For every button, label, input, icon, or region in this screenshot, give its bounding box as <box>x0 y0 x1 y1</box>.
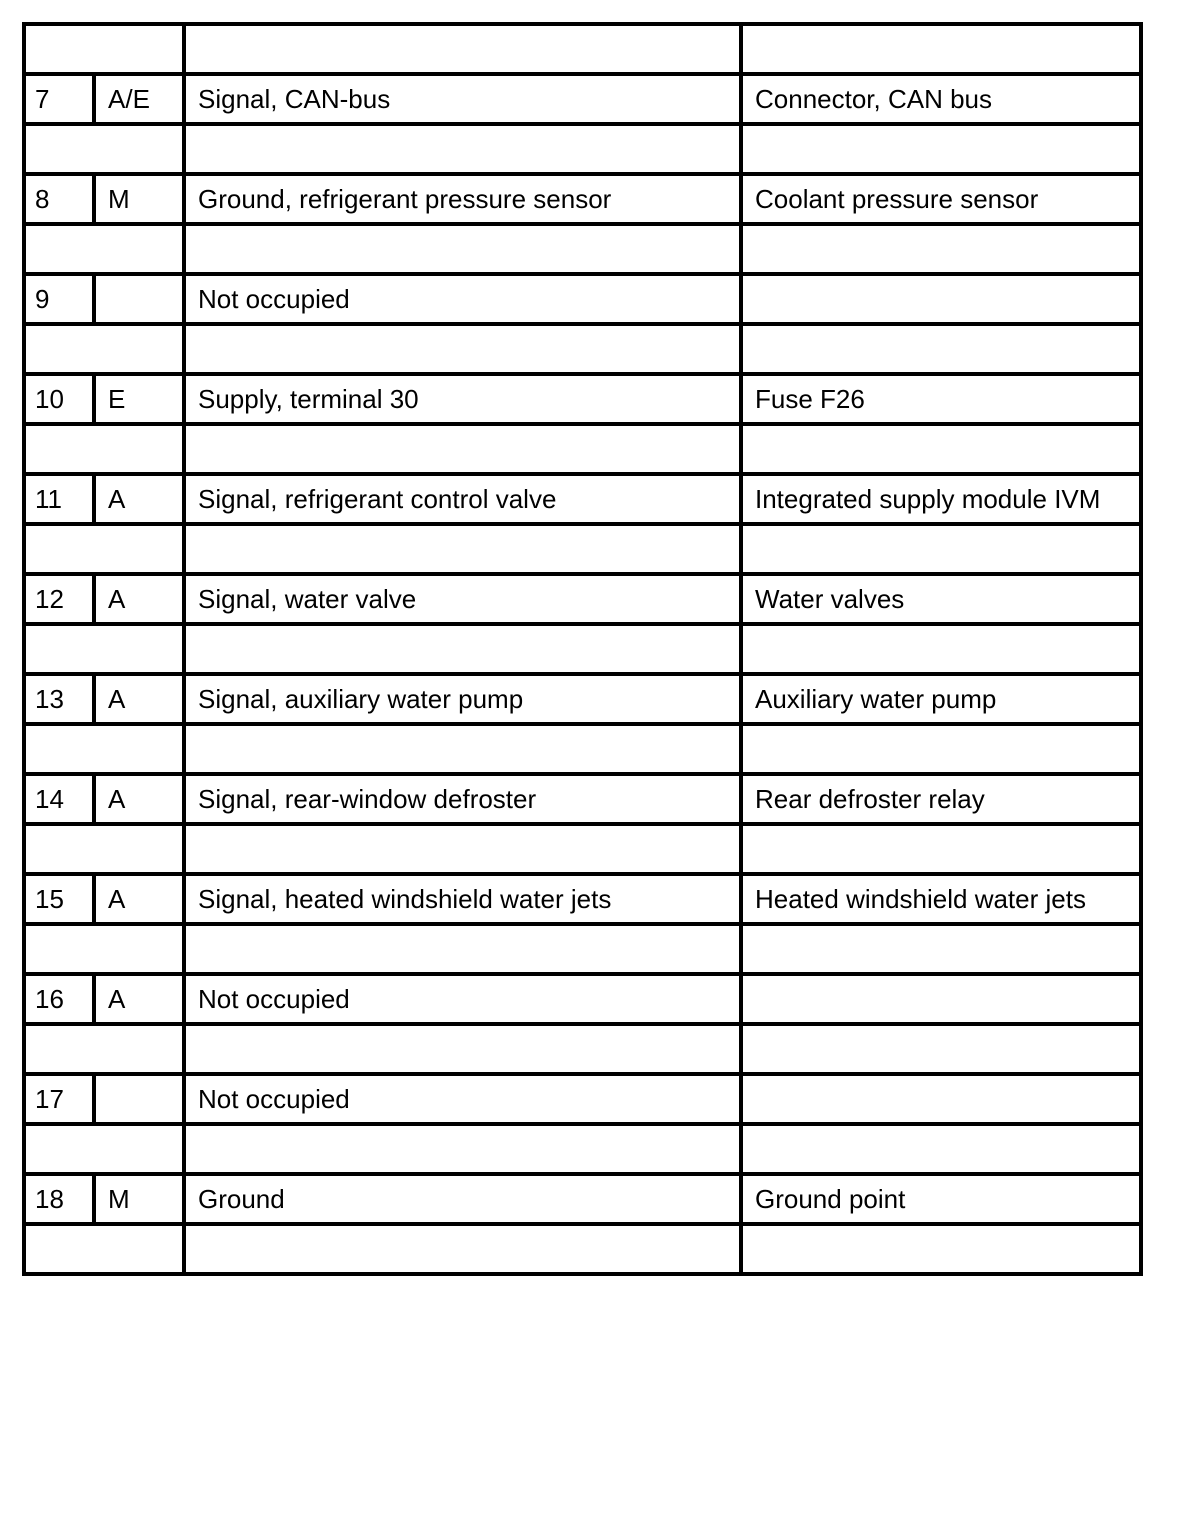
type-cell: A <box>94 974 184 1024</box>
component-cell <box>741 974 1141 1024</box>
spacer-row <box>24 524 1141 574</box>
table-row <box>24 374 1141 424</box>
spacer-row <box>24 324 1141 374</box>
description-cell: Signal, CAN-bus <box>184 74 741 124</box>
pin-cell: 11 <box>24 474 94 524</box>
pin-cell: 8 <box>24 174 94 224</box>
spacer-row <box>24 1024 1141 1074</box>
description-cell <box>184 224 741 274</box>
description-cell <box>184 424 741 474</box>
spacer-cell <box>24 924 184 974</box>
table-row <box>24 274 1141 324</box>
pin-cell: 7 <box>24 74 94 124</box>
component-cell: Integrated supply module IVM <box>741 474 1141 524</box>
component-cell <box>741 924 1141 974</box>
table-row <box>24 74 1141 124</box>
spacer-cell <box>24 824 184 874</box>
spacer-row <box>24 824 1141 874</box>
pin-cell: 14 <box>24 774 94 824</box>
description-cell <box>184 724 741 774</box>
type-cell: A <box>94 574 184 624</box>
component-cell <box>741 1024 1141 1074</box>
pin-table-body <box>24 24 1141 1274</box>
component-cell <box>741 1224 1141 1274</box>
component-cell <box>741 324 1141 374</box>
component-cell <box>741 624 1141 674</box>
description-cell <box>184 124 741 174</box>
component-cell <box>741 524 1141 574</box>
spacer-cell <box>24 24 184 74</box>
component-cell: Auxiliary water pump <box>741 674 1141 724</box>
description-cell <box>184 924 741 974</box>
component-cell: Fuse F26 <box>741 374 1141 424</box>
type-cell: A/E <box>94 74 184 124</box>
pin-cell: 17 <box>24 1074 94 1124</box>
spacer-row <box>24 1124 1141 1174</box>
table-row <box>24 1174 1141 1224</box>
description-cell: Signal, refrigerant control valve <box>184 474 741 524</box>
spacer-cell <box>24 124 184 174</box>
spacer-row <box>24 224 1141 274</box>
spacer-row <box>24 624 1141 674</box>
component-cell <box>741 1074 1141 1124</box>
description-cell <box>184 1224 741 1274</box>
description-cell: Signal, auxiliary water pump <box>184 674 741 724</box>
type-cell: A <box>94 774 184 824</box>
description-cell <box>184 824 741 874</box>
spacer-row <box>24 724 1141 774</box>
description-cell <box>184 24 741 74</box>
table-row <box>24 774 1141 824</box>
component-cell <box>741 124 1141 174</box>
description-cell <box>184 624 741 674</box>
table-row <box>24 674 1141 724</box>
type-cell <box>94 274 184 324</box>
description-cell: Ground, refrigerant pressure sensor <box>184 174 741 224</box>
spacer-cell <box>24 724 184 774</box>
spacer-cell <box>24 524 184 574</box>
component-cell <box>741 24 1141 74</box>
type-cell: E <box>94 374 184 424</box>
component-cell <box>741 724 1141 774</box>
spacer-cell <box>24 1124 184 1174</box>
component-cell: Connector, CAN bus <box>741 74 1141 124</box>
pin-cell: 10 <box>24 374 94 424</box>
spacer-cell <box>24 424 184 474</box>
spacer-cell <box>24 324 184 374</box>
spacer-row <box>24 124 1141 174</box>
spacer-cell <box>24 1024 184 1074</box>
description-cell: Signal, water valve <box>184 574 741 624</box>
type-cell: A <box>94 674 184 724</box>
type-cell: M <box>94 1174 184 1224</box>
spacer-cell <box>24 1224 184 1274</box>
pin-cell: 15 <box>24 874 94 924</box>
type-cell <box>94 1074 184 1124</box>
type-cell: A <box>94 474 184 524</box>
table-row <box>24 574 1141 624</box>
spacer-row <box>24 1224 1141 1274</box>
spacer-row <box>24 24 1141 74</box>
description-cell <box>184 524 741 574</box>
description-cell <box>184 1024 741 1074</box>
component-cell <box>741 824 1141 874</box>
table-row <box>24 874 1141 924</box>
description-cell: Not occupied <box>184 274 741 324</box>
component-cell: Ground point <box>741 1174 1141 1224</box>
spacer-cell <box>24 224 184 274</box>
pin-assignment-table <box>22 22 1143 1276</box>
spacer-row <box>24 924 1141 974</box>
pin-cell: 13 <box>24 674 94 724</box>
table-row <box>24 174 1141 224</box>
table-row <box>24 1074 1141 1124</box>
component-cell <box>741 424 1141 474</box>
component-cell <box>741 1124 1141 1174</box>
description-cell <box>184 324 741 374</box>
component-cell: Coolant pressure sensor <box>741 174 1141 224</box>
component-cell <box>741 274 1141 324</box>
spacer-cell <box>24 624 184 674</box>
component-cell: Heated windshield water jets <box>741 874 1141 924</box>
description-cell <box>184 1124 741 1174</box>
table-row <box>24 474 1141 524</box>
description-cell: Signal, rear-window defroster <box>184 774 741 824</box>
table-row <box>24 974 1141 1024</box>
description-cell: Ground <box>184 1174 741 1224</box>
component-cell: Water valves <box>741 574 1141 624</box>
spacer-row <box>24 424 1141 474</box>
type-cell: A <box>94 874 184 924</box>
description-cell: Not occupied <box>184 974 741 1024</box>
pin-cell: 16 <box>24 974 94 1024</box>
pin-cell: 12 <box>24 574 94 624</box>
description-cell: Not occupied <box>184 1074 741 1124</box>
pin-cell: 9 <box>24 274 94 324</box>
component-cell <box>741 224 1141 274</box>
pin-cell: 18 <box>24 1174 94 1224</box>
description-cell: Signal, heated windshield water jets <box>184 874 741 924</box>
type-cell: M <box>94 174 184 224</box>
description-cell: Supply, terminal 30 <box>184 374 741 424</box>
component-cell: Rear defroster relay <box>741 774 1141 824</box>
